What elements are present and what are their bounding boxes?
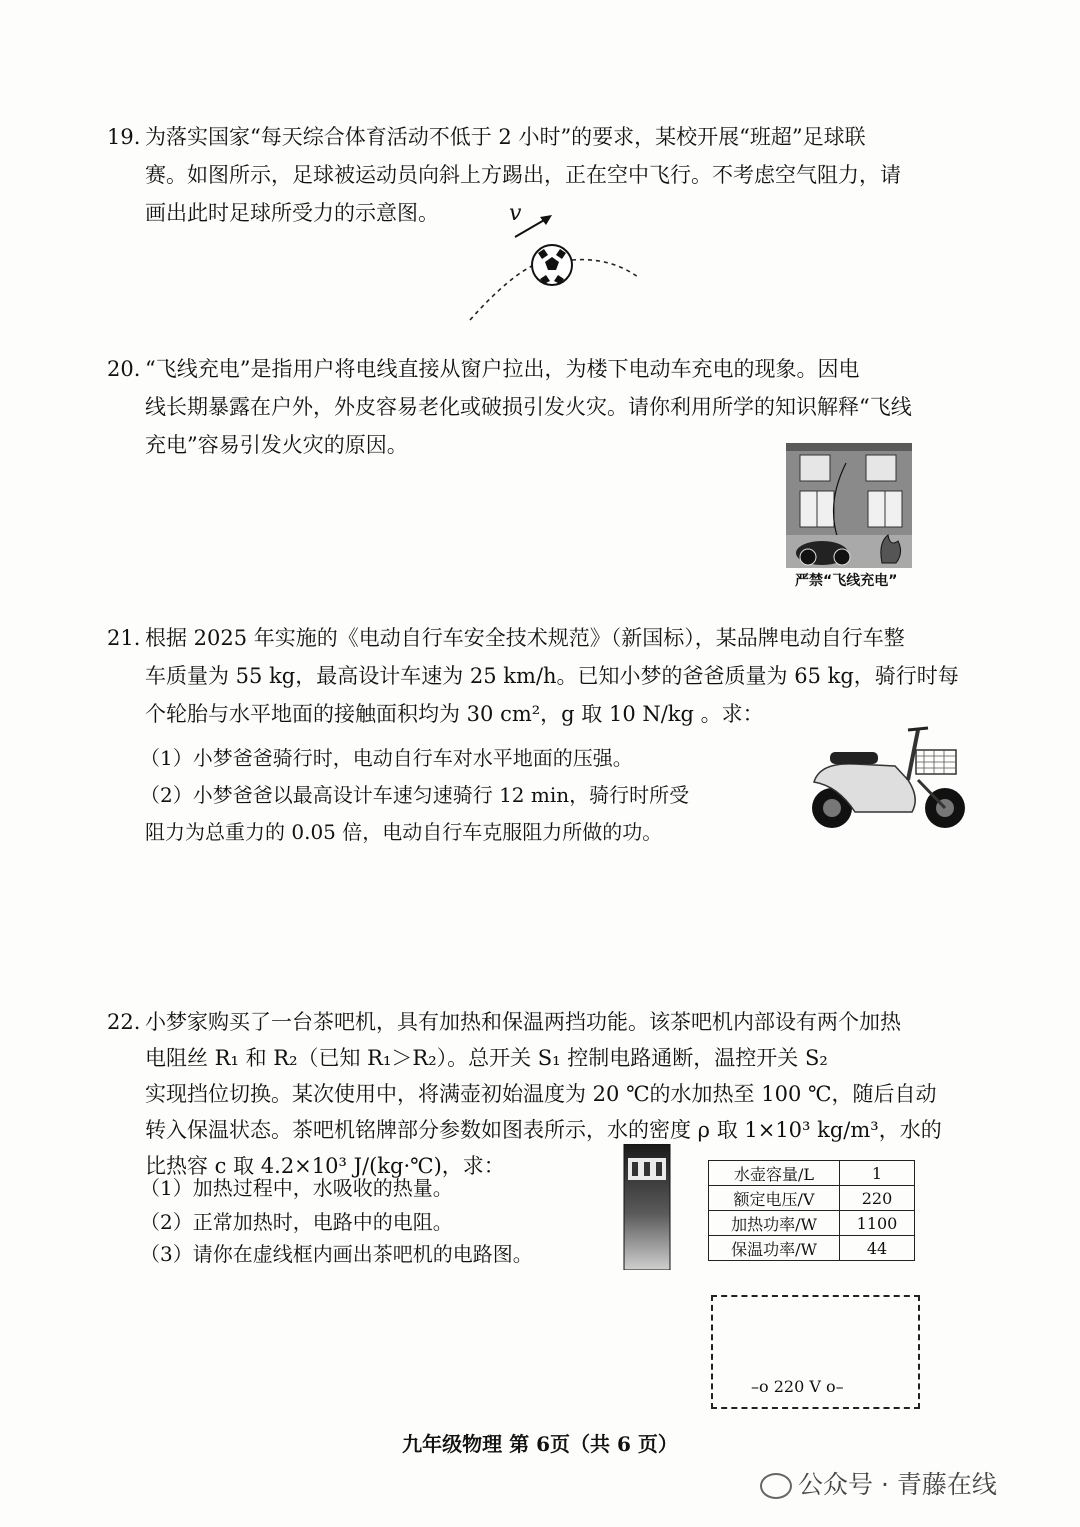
question-number: 21. (107, 626, 141, 650)
question-text: 根据 2025 年实施的《电动自行车安全技术规范》（新国标），某品牌电动自行车整 (145, 626, 905, 650)
table-cell: 220 (840, 1186, 915, 1211)
terminal-left-icon: –o (751, 1377, 769, 1396)
page-footer: 九年级物理 第 6页（共 6 页） (402, 1432, 678, 1456)
terminal-right-icon: o– (826, 1377, 844, 1396)
circuit-drawing-box[interactable] (711, 1295, 920, 1409)
question-text: 赛。如图所示，足球被运动员向斜上方踢出，正在空中飞行。不考虑空气阻力，请 (145, 163, 901, 187)
table-cell: 1100 (840, 1211, 915, 1236)
sub-question-1: （1）加热过程中，水吸收的热量。 (140, 1176, 453, 1200)
question-text: 实现挡位切换。某次使用中，将满壶初始温度为 20 ℃的水加热至 100 ℃，随后自动 (145, 1082, 937, 1106)
question-text: “飞线充电”是指用户将电线直接从窗户拉出，为楼下电动车充电的现象。因电 (145, 357, 860, 381)
question-text: 个轮胎与水平地面的接触面积均为 30 cm²，g 取 10 N/kg 。求： (145, 702, 764, 726)
watermark (760, 1465, 997, 1501)
table-cell: 44 (840, 1236, 915, 1261)
table-row (709, 1236, 915, 1261)
question-21 (107, 619, 977, 733)
question-text: 电阻丝 R₁ 和 R₂（已知 R₁＞R₂）。总开关 S₁ 控制电路通断，温控开关 S₂ (145, 1046, 828, 1070)
velocity-label: v (509, 201, 522, 226)
illustration-caption: 严禁“飞线充电” (795, 573, 898, 589)
tea-machine-image (622, 1144, 672, 1270)
table-row (709, 1211, 915, 1236)
table-cell: 水壶容量/L (709, 1161, 840, 1186)
spec-table (708, 1160, 915, 1261)
question-text: 画出此时足球所受力的示意图。 (145, 201, 439, 225)
voltage-label: 220 V (773, 1377, 821, 1396)
flying-wire-illustration (786, 443, 912, 568)
question-22 (107, 1004, 977, 1184)
question-number: 20. (107, 357, 141, 381)
table-cell: 1 (840, 1161, 915, 1186)
question-text: 车质量为 55 kg，最高设计车速为 25 km/h。已知小梦的爸爸质量为 65 kg，骑行时每 (145, 664, 959, 688)
wechat-icon (760, 1473, 792, 1499)
table-cell: 保温功率/W (709, 1236, 840, 1261)
question-text: 小梦家购买了一台茶吧机，具有加热和保温两挡功能。该茶吧机内部设有两个加热 (145, 1010, 901, 1034)
football-figure (460, 195, 650, 325)
question-text: 充电”容易引发火灾的原因。 (145, 433, 408, 457)
electric-bike-image (800, 720, 975, 835)
watermark-text: 公众号 · 青藤在线 (798, 1470, 997, 1499)
table-cell: 额定电压/V (709, 1186, 840, 1211)
sub-question-2-cont: 阻力为总重力的 0.05 倍，电动自行车克服阻力所做的功。 (145, 820, 663, 844)
table-cell: 加热功率/W (709, 1211, 840, 1236)
sub-question-2: （2）正常加热时，电路中的电阻。 (140, 1210, 453, 1234)
power-terminals (751, 1377, 844, 1396)
table-row (709, 1161, 915, 1186)
question-text: 线长期暴露在户外，外皮容易老化或破损引发火灾。请你利用所学的知识解释“飞线 (145, 395, 912, 419)
question-text: 转入保温状态。茶吧机铭牌部分参数如图表所示，水的密度 ρ 取 1×10³ kg/m³，水的 (145, 1118, 942, 1142)
sub-question-2: （2）小梦爸爸以最高设计车速匀速骑行 12 min，骑行时所受 (140, 783, 690, 807)
question-number: 22. (107, 1010, 141, 1034)
table-row (709, 1186, 915, 1211)
question-text: 为落实国家“每天综合体育活动不低于 2 小时”的要求，某校开展“班超”足球联 (145, 125, 866, 149)
sub-question-1: （1）小梦爸爸骑行时，电动自行车对水平地面的压强。 (140, 746, 633, 770)
question-number: 19. (107, 125, 141, 149)
question-text: 比热容 c 取 4.2×10³ J/(kg·℃)，求： (145, 1154, 505, 1178)
sub-question-3: （3）请你在虚线框内画出茶吧机的电路图。 (140, 1242, 533, 1266)
